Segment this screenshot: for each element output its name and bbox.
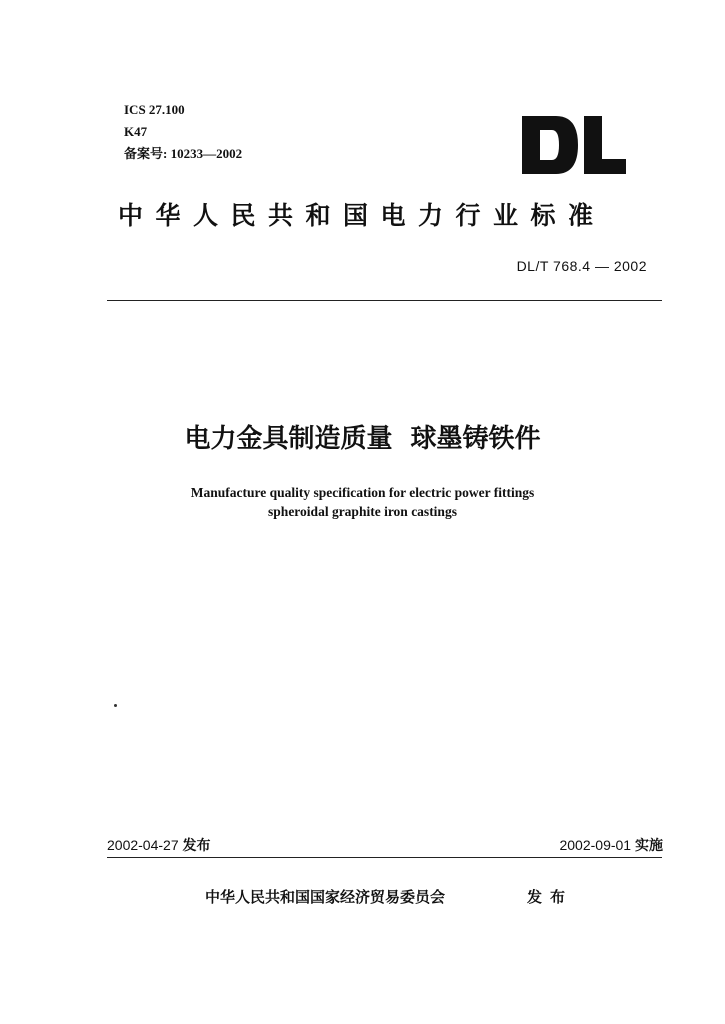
standard-number: DL/T 768.4 — 2002 (516, 258, 647, 274)
document-title: 电力金具制造质量 球墨铸铁件 (184, 424, 541, 454)
dl-logo (518, 112, 630, 178)
implementation-date-value: 2002-09-01 (559, 837, 632, 853)
publisher-label: 发布 (527, 888, 574, 906)
class-code: K47 (124, 124, 148, 139)
dl-logo-graphic (518, 112, 630, 178)
issue-date-label: 发布 (182, 838, 211, 854)
english-title (0, 483, 725, 521)
top-divider (107, 300, 662, 301)
issue-date (107, 835, 211, 855)
english-title-line-2: spheroidal graphite iron castings (268, 504, 457, 519)
issue-date-value: 2002-04-27 (107, 837, 179, 853)
bottom-divider (107, 857, 662, 858)
header-meta (124, 99, 242, 165)
ics-code: ICS 27.100 (124, 102, 185, 117)
implementation-date-label: 实施 (635, 838, 663, 854)
filing-number: 备案号: 10233—2002 (124, 146, 243, 161)
implementation-date (559, 835, 663, 855)
print-speck (114, 704, 117, 707)
publisher-name: 中华人民共和国国家经济贸易委员会 (205, 888, 446, 906)
standard-title: 中华人民共和国电力行业标准 (118, 201, 606, 230)
english-title-line-1: Manufacture quality specification for electric power fittings (190, 485, 535, 500)
